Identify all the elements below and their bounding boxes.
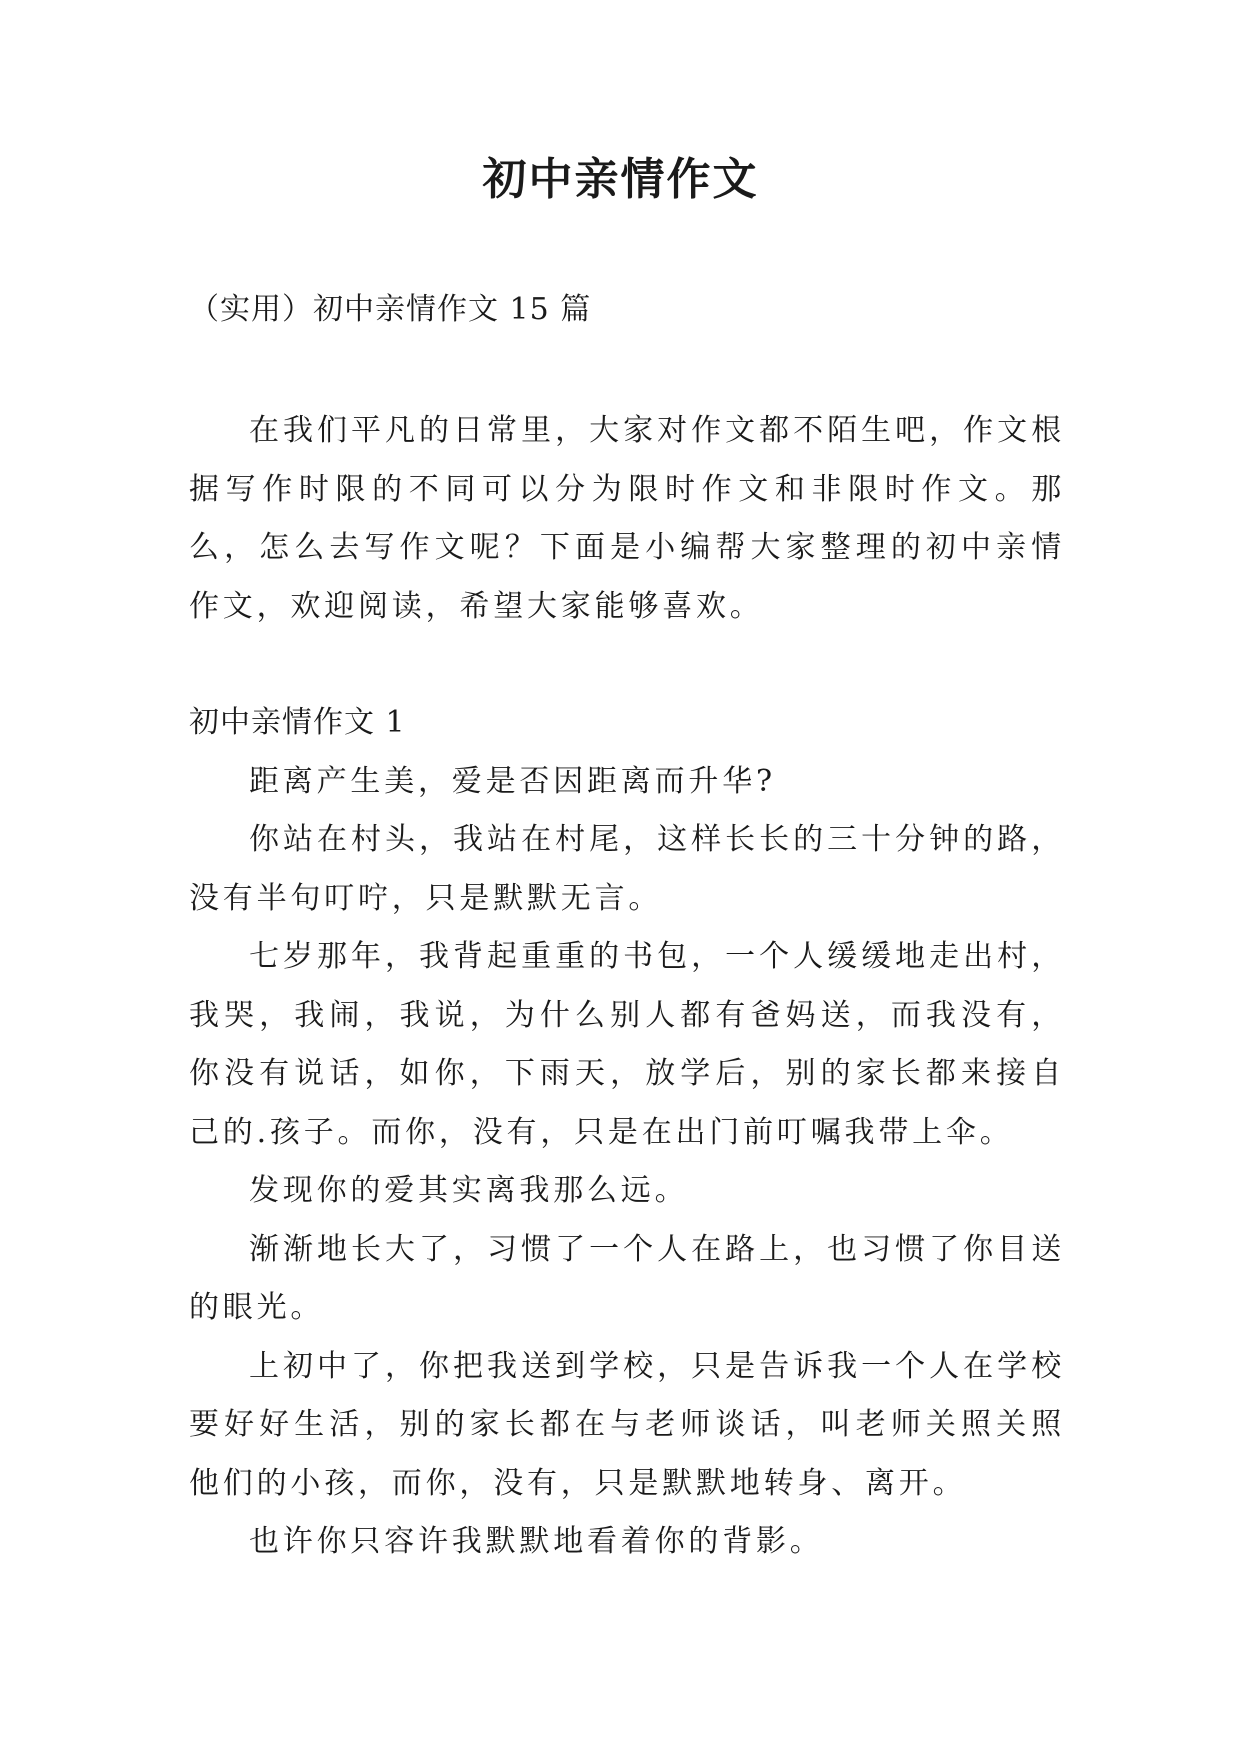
intro-paragraph: 在我们平凡的日常里，大家对作文都不陌生吧，作文根据写作时限的不同可以分为限时作文和非限时作文。那么，怎么去写作文呢？下面是小编帮大家整理的初中亲情作文，欢迎阅读，希望大家能够喜欢。 xyxy=(189,413,1065,624)
essay-paragraph: 七岁那年，我背起重重的书包，一个人缓缓地走出村，我哭，我闹，我说，为什么别人都有爸妈送，而我没有，你没有说话，如你，下雨天，放学后，别的家长都来接自己的.孩子。而你，没有，只是在出门前叮嘱我带上伞。 xyxy=(189,939,1065,1150)
document-subtitle: （实用）初中亲情作文 15 篇 xyxy=(189,292,592,327)
essay-heading: 初中亲情作文 1 xyxy=(189,705,406,740)
essay-section xyxy=(189,694,1065,1572)
essay-paragraph: 上初中了，你把我送到学校，只是告诉我一个人在学校要好好生活，别的家长都在与老师谈话，叫老师关照关照他们的小孩，而你，没有，只是默默地转身、离开。 xyxy=(189,1348,1065,1501)
intro-section xyxy=(189,402,1065,636)
essay-paragraph: 发现你的爱其实离我那么远。 xyxy=(249,1173,689,1208)
essay-paragraph: 也许你只容许我默默地看着你的背影。 xyxy=(249,1524,824,1559)
essay-paragraph: 渐渐地长大了，习惯了一个人在路上，也习惯了你目送的眼光。 xyxy=(189,1231,1065,1325)
essay-paragraph: 距离产生美，爱是否因距离而升华? xyxy=(249,763,776,799)
essay-paragraph: 你站在村头，我站在村尾，这样长长的三十分钟的路，没有半句叮咛，只是默默无言。 xyxy=(189,822,1065,916)
document-title: 初中亲情作文 xyxy=(482,154,759,205)
